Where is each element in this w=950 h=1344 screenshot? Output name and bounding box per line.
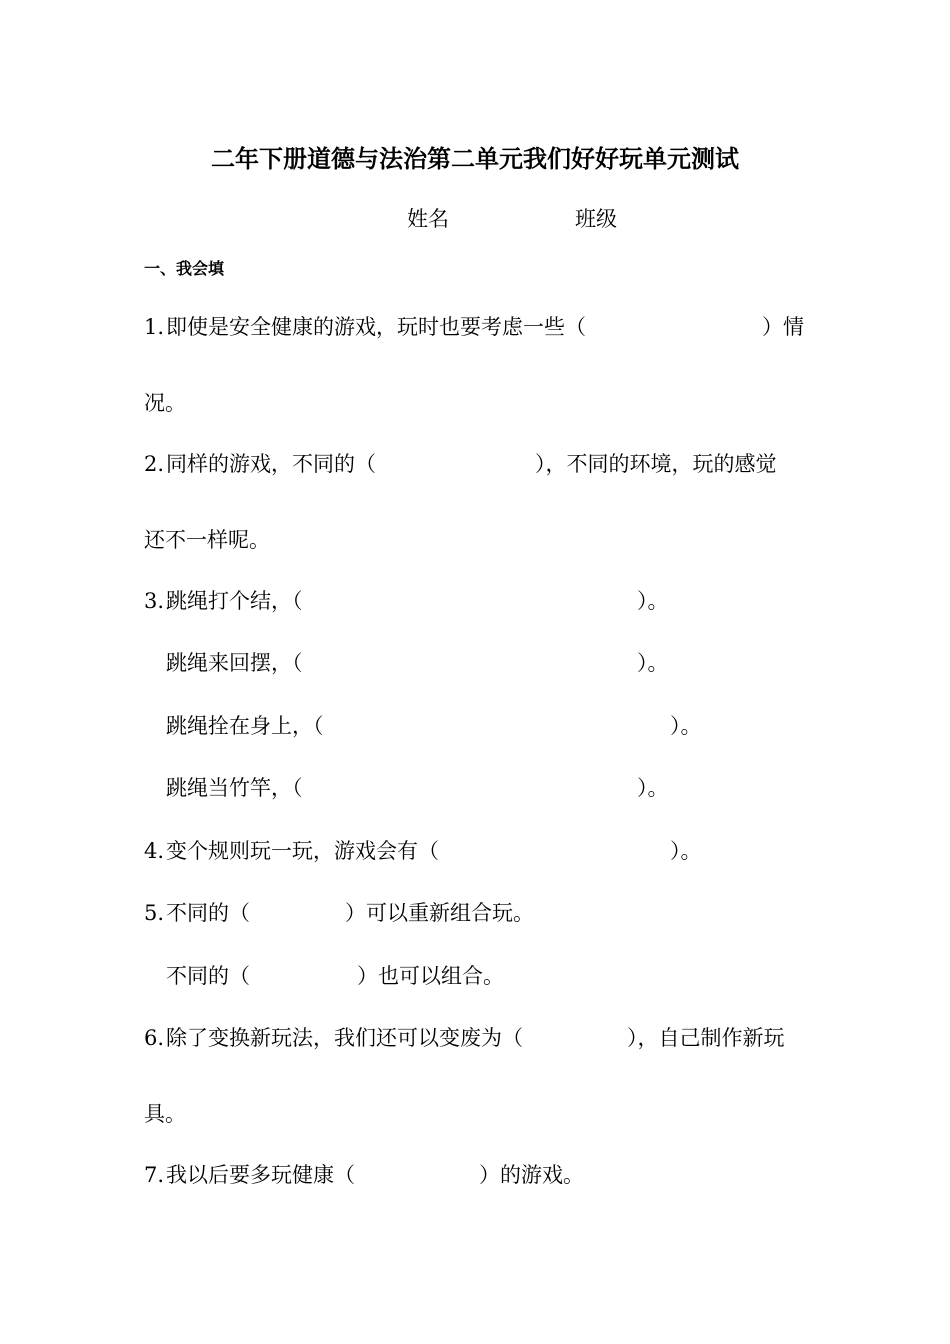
q7-number: 7. — [144, 1163, 165, 1187]
q5-line2-close: ）也可以组合。 — [357, 964, 504, 988]
q5-line1-close: ）可以重新组合玩。 — [345, 901, 534, 925]
q7-close: ）的游戏。 — [479, 1163, 584, 1187]
q1-continuation: 况。 — [144, 391, 186, 415]
q3-line4-close: ）。 — [637, 776, 669, 800]
q3-line2-close: ）。 — [637, 651, 669, 675]
q3-line1-close: ）。 — [637, 589, 669, 613]
q3-line3: 跳绳拴在身上，（ — [166, 714, 324, 738]
q6-number: 6. — [144, 1026, 165, 1050]
q1-text: 即使是安全健康的游戏，玩时也要考虑一些（ — [166, 315, 586, 339]
q4-text: 变个规则玩一玩，游戏会有（ — [166, 839, 439, 863]
name-label: 姓名 — [407, 207, 449, 231]
q2-text: 同样的游戏，不同的（ — [166, 452, 376, 476]
q4-close: ）。 — [670, 839, 702, 863]
q3-line1: 跳绳打个结，（ — [166, 589, 303, 613]
q3-line4: 跳绳当竹竿，（ — [166, 776, 303, 800]
q2-close: ），不同的环境，玩的感觉 — [535, 452, 777, 476]
q1-number: 1. — [144, 315, 165, 339]
q2-number: 2. — [144, 452, 165, 476]
q7-text: 我以后要多玩健康（ — [166, 1163, 355, 1187]
q5-line2: 不同的（ — [166, 964, 250, 988]
page-title: 二年下册道德与法治第二单元我们好好玩单元测试 — [211, 145, 739, 173]
q2-continuation: 还不一样呢。 — [144, 528, 270, 552]
q3-number: 3. — [144, 589, 165, 613]
q3-line3-close: ）。 — [670, 714, 702, 738]
q4-number: 4. — [144, 839, 165, 863]
q3-line2: 跳绳来回摆，（ — [166, 651, 303, 675]
q6-close: ），自己制作新玩 — [627, 1026, 785, 1050]
section-heading: 一、我会填 — [144, 259, 225, 278]
q5-number: 5. — [144, 901, 165, 925]
q6-text: 除了变换新玩法，我们还可以变废为（ — [166, 1026, 523, 1050]
q1-close: ）情 — [762, 315, 804, 339]
q5-line1: 不同的（ — [166, 901, 250, 925]
q6-continuation: 具。 — [144, 1102, 186, 1126]
class-label: 班级 — [575, 207, 617, 231]
